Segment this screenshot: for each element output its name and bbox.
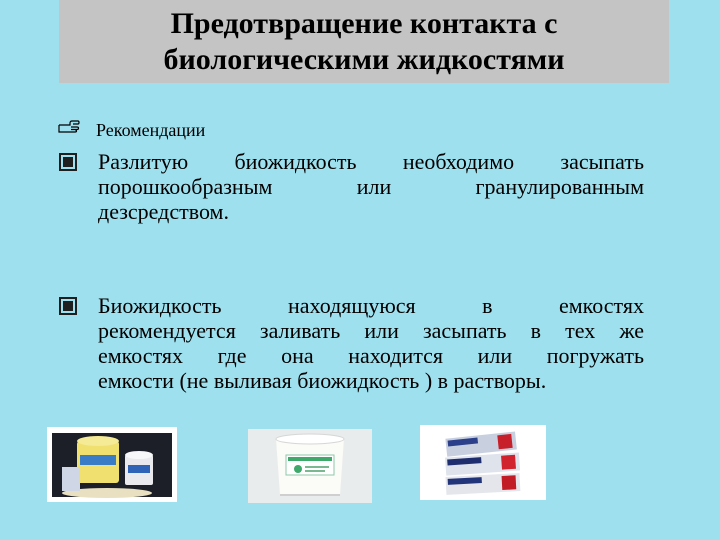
- subheading-text: Рекомендации: [96, 119, 206, 140]
- paragraph-2-line-4: емкости (не выливая биожидкость ) в растворы.: [98, 368, 547, 393]
- hand-pointing-icon: [58, 120, 84, 140]
- slide-title-line-1: Предотвращение контакта с: [170, 6, 558, 40]
- checkbox-bullet-icon: [58, 296, 78, 316]
- paragraph-2-line-3: емкостях где она находится или погружать: [98, 343, 644, 368]
- paragraph-2-line-1: Биожидкость находящуюся в емкостях: [98, 293, 644, 318]
- paragraph-2-line-2: рекомендуется заливать или засыпать в тех же: [98, 318, 644, 343]
- disinfectant-powder-packages-photo: [47, 427, 177, 502]
- paragraph-1-line-2: порошкообразным или гранулированным: [98, 174, 644, 199]
- paragraph-2: [98, 293, 644, 393]
- paragraph-1-line-1: Разлитую биожидкость необходимо засыпать: [98, 149, 644, 174]
- slide-title-line-2: биологическими жидкостями: [163, 42, 565, 76]
- paragraph-1-line-3: дезсредством.: [98, 199, 229, 224]
- disinfectant-bucket-photo: [248, 429, 372, 503]
- subheading: [58, 119, 205, 141]
- checkbox-bullet-icon: [58, 152, 78, 172]
- paragraph-1: [98, 149, 644, 224]
- slide-title-box: [59, 0, 669, 83]
- disinfectant-tablet-packs-photo: [420, 425, 546, 500]
- slide-title: [59, 6, 669, 78]
